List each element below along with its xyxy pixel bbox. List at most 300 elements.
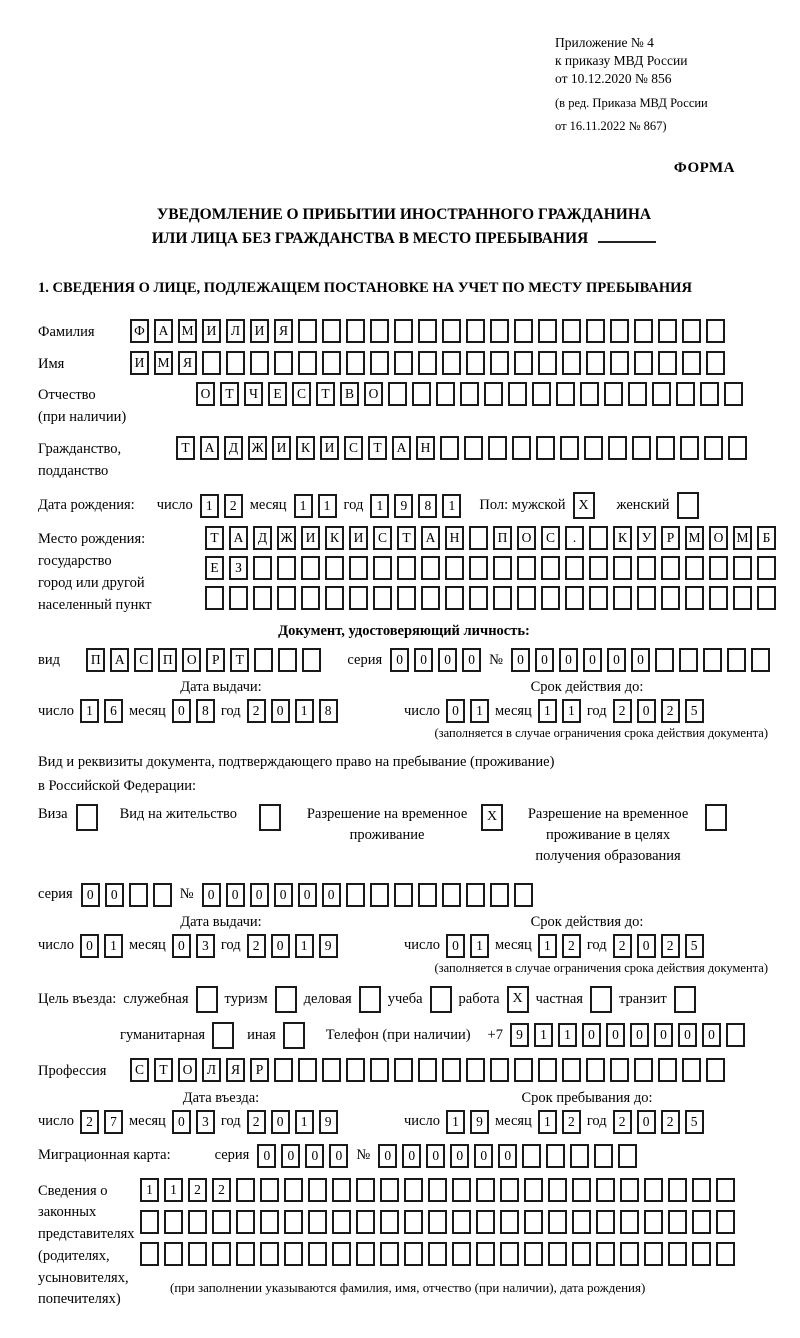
char-cell[interactable]: 0 — [446, 699, 465, 723]
char-cell[interactable] — [594, 1144, 613, 1168]
char-cell[interactable]: 1 — [558, 1023, 577, 1047]
char-cell[interactable]: 0 — [474, 1144, 493, 1168]
char-cell[interactable] — [658, 351, 677, 375]
temp-residence-education-checkbox[interactable] — [705, 804, 727, 831]
char-cell[interactable] — [727, 648, 746, 672]
char-cell[interactable] — [260, 1178, 279, 1202]
char-cell[interactable]: 1 — [295, 699, 314, 723]
permit-expiry-month[interactable] — [538, 934, 581, 958]
permit-expiry-year[interactable] — [613, 934, 704, 958]
char-cell[interactable]: Ж — [277, 526, 296, 550]
char-cell[interactable]: 1 — [104, 934, 123, 958]
char-cell[interactable]: Л — [226, 319, 245, 343]
char-cell[interactable]: Е — [205, 556, 224, 580]
char-cell[interactable] — [346, 883, 365, 907]
char-cell[interactable]: И — [349, 526, 368, 550]
char-cell[interactable] — [620, 1178, 639, 1202]
purpose-tourism-checkbox[interactable] — [275, 986, 297, 1013]
char-cell[interactable]: М — [733, 526, 752, 550]
char-cell[interactable] — [322, 1058, 341, 1082]
char-cell[interactable] — [418, 883, 437, 907]
representatives-cells-row1[interactable] — [140, 1178, 735, 1202]
char-cell[interactable] — [164, 1210, 183, 1234]
char-cell[interactable] — [394, 1058, 413, 1082]
char-cell[interactable]: 0 — [606, 1023, 625, 1047]
char-cell[interactable]: Т — [397, 526, 416, 550]
char-cell[interactable] — [524, 1242, 543, 1266]
char-cell[interactable]: 1 — [470, 934, 489, 958]
char-cell[interactable]: К — [325, 526, 344, 550]
char-cell[interactable] — [445, 586, 464, 610]
char-cell[interactable] — [464, 436, 483, 460]
char-cell[interactable] — [692, 1210, 711, 1234]
char-cell[interactable]: Т — [154, 1058, 173, 1082]
char-cell[interactable]: 1 — [80, 699, 99, 723]
char-cell[interactable] — [562, 1058, 581, 1082]
char-cell[interactable] — [586, 351, 605, 375]
char-cell[interactable] — [538, 319, 557, 343]
char-cell[interactable] — [277, 586, 296, 610]
char-cell[interactable]: У — [637, 526, 656, 550]
char-cell[interactable] — [460, 382, 479, 406]
char-cell[interactable] — [442, 883, 461, 907]
char-cell[interactable] — [548, 1178, 567, 1202]
identity-issue-year[interactable] — [247, 699, 338, 723]
char-cell[interactable] — [428, 1210, 447, 1234]
char-cell[interactable] — [610, 319, 629, 343]
char-cell[interactable] — [610, 351, 629, 375]
char-cell[interactable]: 2 — [247, 934, 266, 958]
char-cell[interactable] — [524, 1210, 543, 1234]
stay-day[interactable] — [446, 1110, 489, 1134]
char-cell[interactable] — [388, 382, 407, 406]
sex-female-checkbox[interactable] — [677, 492, 699, 519]
char-cell[interactable]: 2 — [613, 699, 632, 723]
char-cell[interactable] — [229, 586, 248, 610]
char-cell[interactable]: А — [200, 436, 219, 460]
char-cell[interactable] — [716, 1210, 735, 1234]
char-cell[interactable] — [277, 556, 296, 580]
char-cell[interactable] — [668, 1242, 687, 1266]
identity-issue-month[interactable] — [172, 699, 215, 723]
birthplace-cells-row2[interactable] — [205, 556, 776, 580]
char-cell[interactable] — [586, 319, 605, 343]
char-cell[interactable] — [682, 319, 701, 343]
char-cell[interactable] — [421, 556, 440, 580]
char-cell[interactable]: О — [709, 526, 728, 550]
permit-issue-month[interactable] — [172, 934, 215, 958]
representatives-cells-row2[interactable] — [140, 1210, 735, 1234]
char-cell[interactable]: 0 — [637, 699, 656, 723]
char-cell[interactable]: А — [392, 436, 411, 460]
char-cell[interactable]: 0 — [678, 1023, 697, 1047]
char-cell[interactable] — [308, 1210, 327, 1234]
char-cell[interactable]: Н — [416, 436, 435, 460]
birth-year-cells[interactable] — [370, 494, 461, 518]
char-cell[interactable]: 2 — [562, 1110, 581, 1134]
char-cell[interactable]: 0 — [378, 1144, 397, 1168]
char-cell[interactable]: 9 — [510, 1023, 529, 1047]
char-cell[interactable] — [538, 1058, 557, 1082]
char-cell[interactable] — [652, 382, 671, 406]
char-cell[interactable] — [370, 319, 389, 343]
char-cell[interactable] — [565, 586, 584, 610]
char-cell[interactable]: 0 — [390, 648, 409, 672]
char-cell[interactable] — [254, 648, 273, 672]
char-cell[interactable] — [260, 1242, 279, 1266]
char-cell[interactable] — [236, 1210, 255, 1234]
char-cell[interactable] — [284, 1178, 303, 1202]
char-cell[interactable] — [373, 586, 392, 610]
char-cell[interactable]: 0 — [702, 1023, 721, 1047]
char-cell[interactable] — [452, 1242, 471, 1266]
char-cell[interactable] — [490, 319, 509, 343]
char-cell[interactable] — [596, 1210, 615, 1234]
char-cell[interactable] — [572, 1210, 591, 1234]
char-cell[interactable] — [212, 1242, 231, 1266]
char-cell[interactable] — [560, 436, 579, 460]
char-cell[interactable]: 1 — [294, 494, 313, 518]
char-cell[interactable] — [493, 556, 512, 580]
char-cell[interactable] — [332, 1178, 351, 1202]
char-cell[interactable] — [476, 1178, 495, 1202]
char-cell[interactable] — [500, 1242, 519, 1266]
char-cell[interactable]: 8 — [418, 494, 437, 518]
char-cell[interactable]: 0 — [559, 648, 578, 672]
char-cell[interactable]: 1 — [200, 494, 219, 518]
char-cell[interactable] — [724, 382, 743, 406]
char-cell[interactable] — [421, 586, 440, 610]
char-cell[interactable]: С — [292, 382, 311, 406]
char-cell[interactable] — [325, 556, 344, 580]
char-cell[interactable] — [202, 351, 221, 375]
char-cell[interactable] — [469, 556, 488, 580]
citizenship-cells[interactable] — [176, 436, 747, 460]
char-cell[interactable] — [733, 586, 752, 610]
char-cell[interactable]: Л — [202, 1058, 221, 1082]
char-cell[interactable]: 1 — [370, 494, 389, 518]
birthplace-cells-row3[interactable] — [205, 586, 776, 610]
char-cell[interactable] — [442, 1058, 461, 1082]
char-cell[interactable]: 2 — [212, 1178, 231, 1202]
char-cell[interactable] — [308, 1178, 327, 1202]
char-cell[interactable]: 9 — [470, 1110, 489, 1134]
char-cell[interactable] — [397, 556, 416, 580]
char-cell[interactable]: С — [134, 648, 153, 672]
char-cell[interactable] — [608, 436, 627, 460]
char-cell[interactable]: 5 — [685, 699, 704, 723]
char-cell[interactable] — [655, 648, 674, 672]
char-cell[interactable]: Б — [757, 526, 776, 550]
char-cell[interactable]: 2 — [613, 934, 632, 958]
char-cell[interactable]: 8 — [319, 699, 338, 723]
doc-type-cells[interactable] — [86, 648, 321, 672]
char-cell[interactable] — [140, 1242, 159, 1266]
char-cell[interactable] — [476, 1242, 495, 1266]
identity-expiry-year[interactable] — [613, 699, 704, 723]
char-cell[interactable] — [514, 883, 533, 907]
char-cell[interactable]: В — [340, 382, 359, 406]
char-cell[interactable]: Т — [316, 382, 335, 406]
char-cell[interactable] — [596, 1242, 615, 1266]
char-cell[interactable]: 2 — [247, 699, 266, 723]
char-cell[interactable] — [325, 586, 344, 610]
char-cell[interactable]: Ф — [130, 319, 149, 343]
char-cell[interactable]: 1 — [442, 494, 461, 518]
char-cell[interactable] — [676, 382, 695, 406]
birthplace-cells-row1[interactable] — [205, 526, 776, 550]
char-cell[interactable] — [346, 1058, 365, 1082]
purpose-business-checkbox[interactable] — [359, 986, 381, 1013]
char-cell[interactable] — [370, 1058, 389, 1082]
char-cell[interactable]: 9 — [319, 934, 338, 958]
char-cell[interactable] — [298, 1058, 317, 1082]
char-cell[interactable] — [546, 1144, 565, 1168]
char-cell[interactable] — [226, 351, 245, 375]
char-cell[interactable] — [584, 436, 603, 460]
char-cell[interactable]: К — [296, 436, 315, 460]
char-cell[interactable] — [373, 556, 392, 580]
char-cell[interactable] — [418, 351, 437, 375]
char-cell[interactable]: 9 — [394, 494, 413, 518]
char-cell[interactable] — [658, 1058, 677, 1082]
char-cell[interactable] — [706, 1058, 725, 1082]
char-cell[interactable] — [212, 1210, 231, 1234]
doc-number-cells[interactable] — [511, 648, 770, 672]
char-cell[interactable] — [728, 436, 747, 460]
char-cell[interactable] — [716, 1242, 735, 1266]
char-cell[interactable] — [436, 382, 455, 406]
char-cell[interactable]: Т — [230, 648, 249, 672]
firstname-cells[interactable] — [130, 351, 725, 375]
char-cell[interactable]: 0 — [637, 1110, 656, 1134]
char-cell[interactable] — [628, 382, 647, 406]
char-cell[interactable] — [332, 1242, 351, 1266]
char-cell[interactable]: 0 — [226, 883, 245, 907]
char-cell[interactable]: 0 — [281, 1144, 300, 1168]
char-cell[interactable]: 0 — [298, 883, 317, 907]
char-cell[interactable]: О — [517, 526, 536, 550]
char-cell[interactable] — [153, 883, 172, 907]
char-cell[interactable] — [541, 586, 560, 610]
char-cell[interactable]: Т — [176, 436, 195, 460]
char-cell[interactable] — [522, 1144, 541, 1168]
char-cell[interactable]: О — [196, 382, 215, 406]
char-cell[interactable]: 0 — [250, 883, 269, 907]
char-cell[interactable]: Т — [205, 526, 224, 550]
char-cell[interactable] — [613, 556, 632, 580]
char-cell[interactable]: 1 — [534, 1023, 553, 1047]
char-cell[interactable]: А — [154, 319, 173, 343]
char-cell[interactable]: 1 — [295, 934, 314, 958]
char-cell[interactable]: 0 — [274, 883, 293, 907]
char-cell[interactable]: Р — [206, 648, 225, 672]
char-cell[interactable]: Е — [268, 382, 287, 406]
char-cell[interactable]: С — [130, 1058, 149, 1082]
char-cell[interactable] — [589, 586, 608, 610]
char-cell[interactable] — [346, 319, 365, 343]
char-cell[interactable]: 0 — [582, 1023, 601, 1047]
char-cell[interactable]: 5 — [685, 1110, 704, 1134]
char-cell[interactable]: 1 — [318, 494, 337, 518]
char-cell[interactable] — [613, 586, 632, 610]
char-cell[interactable]: И — [320, 436, 339, 460]
char-cell[interactable]: А — [421, 526, 440, 550]
char-cell[interactable] — [572, 1178, 591, 1202]
char-cell[interactable] — [692, 1242, 711, 1266]
char-cell[interactable]: 7 — [104, 1110, 123, 1134]
char-cell[interactable] — [634, 319, 653, 343]
surname-cells[interactable] — [130, 319, 725, 343]
char-cell[interactable] — [332, 1210, 351, 1234]
char-cell[interactable]: Н — [445, 526, 464, 550]
representatives-cells-row3[interactable] — [140, 1242, 735, 1266]
char-cell[interactable]: 0 — [654, 1023, 673, 1047]
entry-day[interactable] — [80, 1110, 123, 1134]
char-cell[interactable] — [140, 1210, 159, 1234]
char-cell[interactable] — [620, 1242, 639, 1266]
char-cell[interactable] — [466, 319, 485, 343]
char-cell[interactable]: Я — [226, 1058, 245, 1082]
char-cell[interactable]: 1 — [164, 1178, 183, 1202]
purpose-official-checkbox[interactable] — [196, 986, 218, 1013]
char-cell[interactable] — [418, 1058, 437, 1082]
char-cell[interactable] — [541, 556, 560, 580]
char-cell[interactable] — [500, 1210, 519, 1234]
char-cell[interactable]: 0 — [450, 1144, 469, 1168]
char-cell[interactable] — [680, 436, 699, 460]
char-cell[interactable] — [466, 351, 485, 375]
char-cell[interactable] — [679, 648, 698, 672]
char-cell[interactable] — [644, 1242, 663, 1266]
permit-issue-day[interactable] — [80, 934, 123, 958]
char-cell[interactable]: Д — [253, 526, 272, 550]
char-cell[interactable] — [380, 1242, 399, 1266]
char-cell[interactable] — [308, 1242, 327, 1266]
char-cell[interactable] — [452, 1178, 471, 1202]
char-cell[interactable] — [349, 586, 368, 610]
char-cell[interactable]: 0 — [329, 1144, 348, 1168]
char-cell[interactable] — [548, 1210, 567, 1234]
char-cell[interactable] — [274, 351, 293, 375]
char-cell[interactable]: О — [364, 382, 383, 406]
char-cell[interactable]: 0 — [607, 648, 626, 672]
char-cell[interactable]: 1 — [538, 934, 557, 958]
char-cell[interactable]: 8 — [196, 699, 215, 723]
char-cell[interactable]: П — [158, 648, 177, 672]
char-cell[interactable] — [298, 319, 317, 343]
char-cell[interactable] — [757, 586, 776, 610]
char-cell[interactable] — [658, 319, 677, 343]
char-cell[interactable]: О — [178, 1058, 197, 1082]
char-cell[interactable] — [356, 1210, 375, 1234]
char-cell[interactable] — [548, 1242, 567, 1266]
char-cell[interactable]: 0 — [202, 883, 221, 907]
char-cell[interactable] — [428, 1242, 447, 1266]
char-cell[interactable] — [572, 1242, 591, 1266]
char-cell[interactable] — [397, 586, 416, 610]
residence-permit-checkbox[interactable] — [259, 804, 281, 831]
char-cell[interactable]: 0 — [271, 934, 290, 958]
char-cell[interactable] — [706, 319, 725, 343]
char-cell[interactable] — [394, 351, 413, 375]
identity-expiry-month[interactable] — [538, 699, 581, 723]
char-cell[interactable] — [706, 351, 725, 375]
char-cell[interactable]: 0 — [498, 1144, 517, 1168]
entry-month[interactable] — [172, 1110, 215, 1134]
char-cell[interactable]: И — [301, 526, 320, 550]
char-cell[interactable]: 1 — [538, 1110, 557, 1134]
char-cell[interactable]: 2 — [224, 494, 243, 518]
char-cell[interactable] — [488, 436, 507, 460]
char-cell[interactable] — [514, 351, 533, 375]
char-cell[interactable]: 0 — [105, 883, 124, 907]
char-cell[interactable]: 6 — [104, 699, 123, 723]
char-cell[interactable] — [236, 1242, 255, 1266]
char-cell[interactable] — [685, 556, 704, 580]
char-cell[interactable] — [394, 319, 413, 343]
char-cell[interactable] — [634, 351, 653, 375]
char-cell[interactable]: М — [178, 319, 197, 343]
char-cell[interactable] — [490, 1058, 509, 1082]
char-cell[interactable]: 2 — [613, 1110, 632, 1134]
char-cell[interactable]: Т — [368, 436, 387, 460]
char-cell[interactable] — [346, 351, 365, 375]
char-cell[interactable]: 0 — [172, 699, 191, 723]
purpose-other-checkbox[interactable] — [283, 1022, 305, 1049]
char-cell[interactable]: 0 — [462, 648, 481, 672]
permit-issue-year[interactable] — [247, 934, 338, 958]
char-cell[interactable] — [618, 1144, 637, 1168]
char-cell[interactable] — [452, 1210, 471, 1234]
char-cell[interactable]: А — [110, 648, 129, 672]
purpose-private-checkbox[interactable] — [590, 986, 612, 1013]
char-cell[interactable]: Ж — [248, 436, 267, 460]
char-cell[interactable] — [512, 436, 531, 460]
char-cell[interactable] — [517, 556, 536, 580]
char-cell[interactable] — [637, 586, 656, 610]
birth-day-cells[interactable] — [200, 494, 243, 518]
char-cell[interactable] — [301, 586, 320, 610]
char-cell[interactable] — [476, 1210, 495, 1234]
char-cell[interactable] — [637, 556, 656, 580]
char-cell[interactable] — [188, 1242, 207, 1266]
char-cell[interactable] — [298, 351, 317, 375]
char-cell[interactable]: 0 — [630, 1023, 649, 1047]
char-cell[interactable]: Ч — [244, 382, 263, 406]
char-cell[interactable]: 0 — [631, 648, 650, 672]
char-cell[interactable]: М — [685, 526, 704, 550]
char-cell[interactable]: Р — [250, 1058, 269, 1082]
char-cell[interactable] — [440, 436, 459, 460]
char-cell[interactable] — [570, 1144, 589, 1168]
char-cell[interactable] — [490, 883, 509, 907]
char-cell[interactable]: 0 — [426, 1144, 445, 1168]
char-cell[interactable] — [682, 1058, 701, 1082]
char-cell[interactable] — [733, 556, 752, 580]
char-cell[interactable] — [508, 382, 527, 406]
char-cell[interactable] — [284, 1210, 303, 1234]
entry-year[interactable] — [247, 1110, 338, 1134]
char-cell[interactable]: 3 — [196, 934, 215, 958]
char-cell[interactable] — [726, 1023, 745, 1047]
char-cell[interactable]: 0 — [172, 1110, 191, 1134]
char-cell[interactable]: П — [86, 648, 105, 672]
purpose-work-checkbox[interactable]: X — [507, 986, 529, 1013]
char-cell[interactable] — [620, 1210, 639, 1234]
char-cell[interactable] — [484, 382, 503, 406]
char-cell[interactable] — [709, 586, 728, 610]
